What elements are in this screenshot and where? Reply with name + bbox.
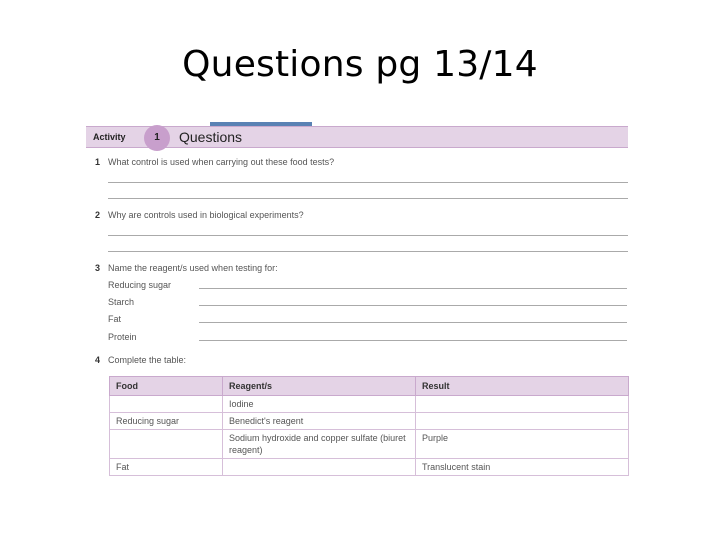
reagent-item-label: Fat xyxy=(108,314,122,324)
table-cell: Sodium hydroxide and copper sulfate (biuret reagent) xyxy=(223,430,416,459)
table-cell: Iodine xyxy=(223,396,416,413)
column-header-reagent: Reagent/s xyxy=(223,377,416,396)
question-text: Complete the table: xyxy=(108,355,187,365)
table-row xyxy=(110,459,629,476)
answer-line[interactable] xyxy=(108,251,628,252)
question-number: 2 xyxy=(95,210,101,220)
question-number: 3 xyxy=(95,263,101,273)
slide-title: Questions pg 13/14 xyxy=(182,44,538,85)
table-cell: Translucent stain xyxy=(416,459,629,476)
question-text: Why are controls used in biological experiments? xyxy=(108,210,304,220)
table-row xyxy=(110,396,629,413)
food-test-table xyxy=(109,376,629,476)
table-cell: Fat xyxy=(110,459,223,476)
table-cell: Benedict's reagent xyxy=(223,413,416,430)
column-header-food: Food xyxy=(110,377,223,396)
table-header-row xyxy=(110,377,629,396)
reagent-item-label: Reducing sugar xyxy=(108,280,172,290)
answer-line[interactable] xyxy=(108,182,628,183)
table-cell[interactable] xyxy=(223,459,416,476)
activity-header xyxy=(86,126,628,148)
table-row xyxy=(110,413,629,430)
reagent-answer-line[interactable] xyxy=(199,288,627,289)
table-cell: Reducing sugar xyxy=(110,413,223,430)
question-number: 1 xyxy=(95,157,101,167)
table-cell[interactable] xyxy=(416,396,629,413)
table-cell[interactable] xyxy=(110,396,223,413)
answer-line[interactable] xyxy=(108,198,628,199)
question-text: Name the reagent/s used when testing for: xyxy=(108,263,278,273)
question-text: What control is used when carrying out these food tests? xyxy=(108,157,335,167)
activity-label: Activity xyxy=(93,132,126,142)
activity-number-badge: 1 xyxy=(144,125,170,151)
answer-line[interactable] xyxy=(108,235,628,236)
reagent-answer-line[interactable] xyxy=(199,322,627,323)
table-cell[interactable] xyxy=(110,430,223,459)
worksheet xyxy=(86,122,628,482)
reagent-item-label: Starch xyxy=(108,297,135,307)
column-header-result: Result xyxy=(416,377,629,396)
reagent-answer-line[interactable] xyxy=(199,340,627,341)
question-number: 4 xyxy=(95,355,101,365)
reagent-item-label: Protein xyxy=(108,332,137,342)
reagent-answer-line[interactable] xyxy=(199,305,627,306)
table-cell[interactable] xyxy=(416,413,629,430)
activity-title: Questions xyxy=(179,129,243,145)
table-cell: Purple xyxy=(416,430,629,459)
table-row xyxy=(110,430,629,459)
